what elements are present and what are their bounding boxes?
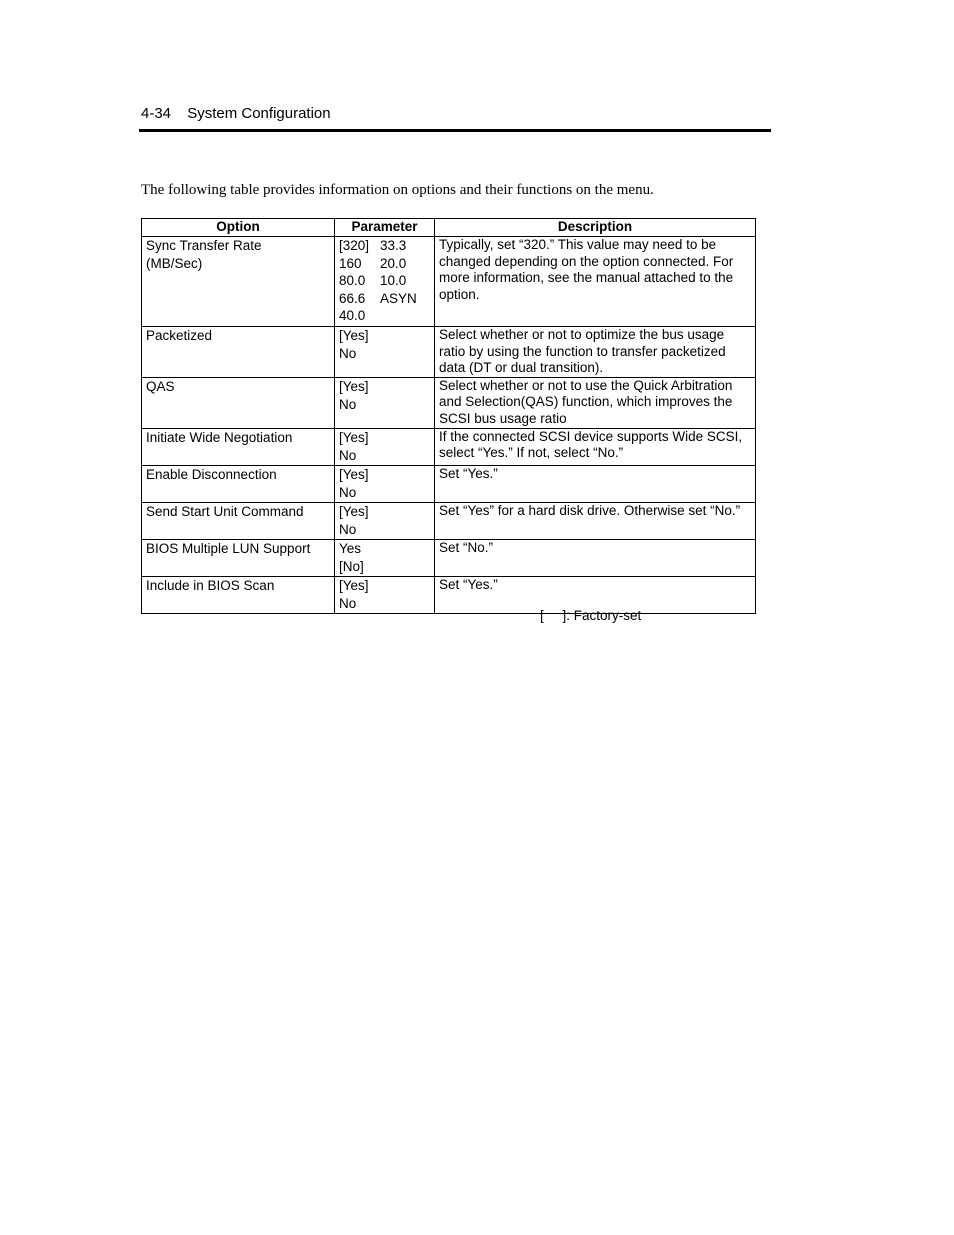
option-cell bbox=[142, 576, 335, 613]
table-row bbox=[142, 576, 756, 613]
description-cell bbox=[435, 428, 756, 465]
option-cell bbox=[142, 539, 335, 576]
description-text: If the connected SCSI device supports Wide SCSI, select “Yes.” If not, select “No.” bbox=[439, 428, 743, 460]
description-cell bbox=[435, 502, 756, 539]
description-cell bbox=[435, 327, 756, 378]
parameter-value bbox=[380, 307, 430, 325]
page-header bbox=[141, 105, 331, 123]
option-name: Include in BIOS Scan bbox=[146, 577, 275, 593]
parameter-cell bbox=[335, 327, 435, 378]
description-text: Select whether or not to use the Quick Arbitration and Selection(QAS) function, which improves the SCSI bus usage ratio bbox=[439, 377, 733, 426]
parameter-value: [Yes] bbox=[339, 466, 369, 482]
description-cell bbox=[435, 539, 756, 576]
table-row bbox=[142, 465, 756, 502]
parameter-value: No bbox=[339, 396, 357, 412]
option-cell bbox=[142, 377, 335, 428]
description-text: Set “No.” bbox=[439, 539, 494, 555]
table-row bbox=[142, 502, 756, 539]
header-rule bbox=[139, 129, 771, 132]
option-name-unit: (MB/Sec) bbox=[146, 256, 203, 271]
parameter-grid bbox=[339, 237, 430, 325]
table-row bbox=[142, 327, 756, 378]
options-table bbox=[141, 218, 756, 614]
option-cell bbox=[142, 237, 335, 327]
parameter-cell bbox=[335, 502, 435, 539]
option-name: BIOS Multiple LUN Support bbox=[146, 540, 311, 556]
parameter-value: No bbox=[339, 346, 357, 361]
description-cell bbox=[435, 465, 756, 502]
option-name: Enable Disconnection bbox=[146, 466, 277, 482]
table-row bbox=[142, 539, 756, 576]
parameter-value: 33.3 bbox=[380, 238, 407, 253]
parameter-value: [Yes] bbox=[339, 577, 369, 593]
parameter-value: 10.0 bbox=[380, 273, 407, 289]
parameter-value: 66.6 bbox=[339, 290, 366, 306]
parameter-value: No bbox=[339, 447, 357, 463]
description-text: Set “Yes.” bbox=[439, 465, 498, 481]
parameter-cell bbox=[335, 576, 435, 613]
parameter-cell bbox=[335, 465, 435, 502]
parameter-value: [Yes] bbox=[339, 378, 369, 394]
description-text: Select whether or not to optimize the bus usage ratio by using the function to transfer packetized data (DT or dual transition). bbox=[439, 327, 726, 375]
option-name: Send Start Unit Command bbox=[146, 503, 304, 519]
description-text: Set “Yes.” bbox=[439, 576, 498, 592]
column-header-parameter: Parameter bbox=[335, 219, 435, 237]
option-name: Sync Transfer Rate bbox=[146, 238, 262, 253]
column-header-description: Description bbox=[435, 219, 756, 237]
factory-set-footnote: [ ]: Factory-set bbox=[540, 608, 642, 623]
section-title: System Configuration bbox=[187, 105, 331, 122]
description-cell bbox=[435, 377, 756, 428]
table-row bbox=[142, 428, 756, 465]
parameter-cell bbox=[335, 377, 435, 428]
option-name: Initiate Wide Negotiation bbox=[146, 429, 293, 445]
page-number: 4-34 bbox=[141, 105, 172, 122]
option-name: QAS bbox=[146, 378, 175, 394]
parameter-cell bbox=[335, 428, 435, 465]
description-text: Typically, set “320.” This value may need to be changed depending on the option connected. For more information, see the manual attached to the option. bbox=[439, 237, 734, 302]
column-header-option: Option bbox=[142, 219, 335, 237]
parameter-value: [Yes] bbox=[339, 429, 369, 445]
intro-paragraph: The following table provides information on options and their functions on the menu. bbox=[141, 182, 654, 198]
table-row bbox=[142, 237, 756, 327]
description-text: Set “Yes” for a hard disk drive. Otherwise set “No.” bbox=[439, 502, 741, 518]
parameter-value: No bbox=[339, 595, 357, 611]
description-cell bbox=[435, 237, 756, 327]
parameter-value: 40.0 bbox=[339, 308, 366, 324]
table-header-row bbox=[142, 219, 756, 237]
parameter-value: [320] bbox=[339, 238, 370, 253]
parameter-value: [Yes] bbox=[339, 503, 369, 519]
option-cell bbox=[142, 502, 335, 539]
parameter-value: No bbox=[339, 484, 357, 500]
parameter-value: 160 bbox=[339, 255, 362, 271]
parameter-value: [Yes] bbox=[339, 328, 369, 343]
option-cell bbox=[142, 465, 335, 502]
parameter-value: No bbox=[339, 521, 357, 537]
parameter-value: [No] bbox=[339, 558, 364, 574]
parameter-value: ASYN bbox=[380, 290, 417, 306]
option-cell bbox=[142, 428, 335, 465]
parameter-value: 80.0 bbox=[339, 273, 366, 289]
option-name: Packetized bbox=[146, 328, 213, 343]
parameter-value: 20.0 bbox=[380, 255, 407, 271]
option-cell bbox=[142, 327, 335, 378]
parameter-cell bbox=[335, 237, 435, 327]
table-row bbox=[142, 377, 756, 428]
parameter-value: Yes bbox=[339, 540, 362, 556]
parameter-cell bbox=[335, 539, 435, 576]
